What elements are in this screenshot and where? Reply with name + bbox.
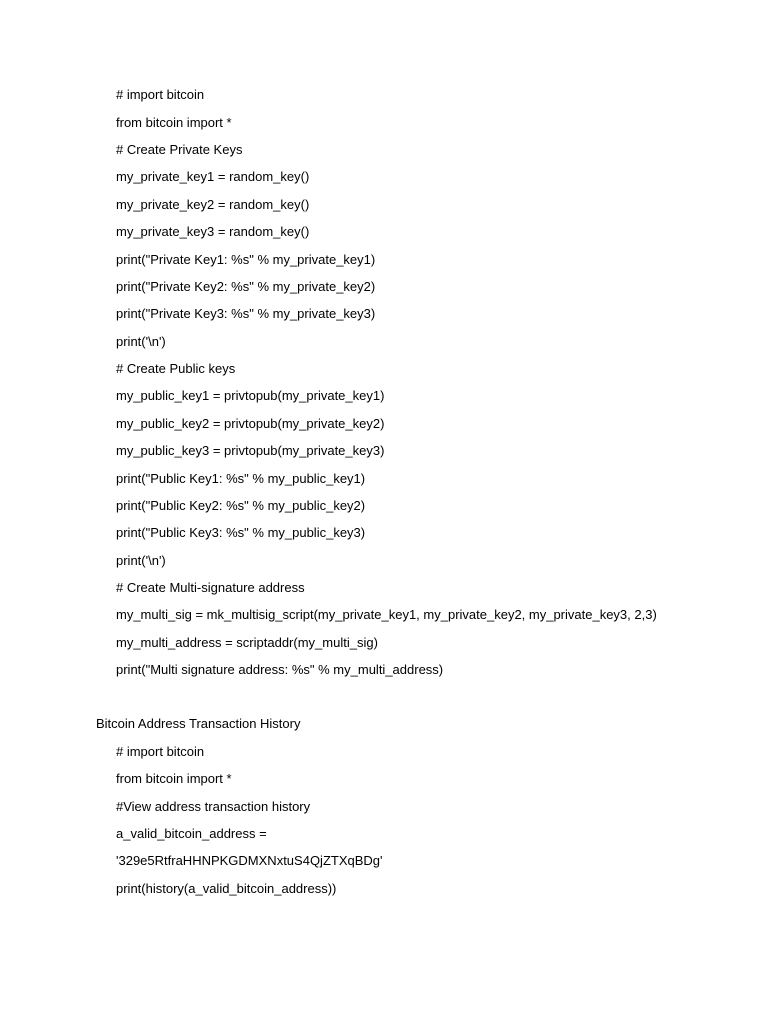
code-line: my_multi_sig = mk_multisig_script(my_private_key1, my_private_key2, my_private_key3, 2,3)	[116, 607, 657, 622]
code-line: # Create Public keys	[116, 361, 236, 376]
code-line: my_private_key2 = random_key()	[116, 197, 310, 212]
code-line: # import bitcoin	[116, 87, 205, 102]
code-line: print("Public Key2: %s" % my_public_key2)	[116, 498, 366, 513]
code-line: a_valid_bitcoin_address =	[116, 826, 267, 841]
code-line: from bitcoin import *	[116, 115, 232, 130]
code-line: print("Private Key1: %s" % my_private_key1)	[116, 252, 376, 267]
code-line: my_public_key2 = privtopub(my_private_key2)	[116, 416, 385, 431]
code-line: my_multi_address = scriptaddr(my_multi_sig)	[116, 635, 378, 650]
code-line: my_public_key1 = privtopub(my_private_key1)	[116, 388, 385, 403]
code-line: # Create Multi-signature address	[116, 580, 305, 595]
code-line: print("Public Key3: %s" % my_public_key3)	[116, 525, 366, 540]
code-line: from bitcoin import *	[116, 771, 232, 786]
code-line: print("Private Key2: %s" % my_private_key2)	[116, 279, 376, 294]
code-line: print("Multi signature address: %s" % my_multi_address)	[116, 662, 444, 677]
code-line: print('\n')	[116, 553, 166, 568]
code-line: # import bitcoin	[116, 744, 205, 759]
code-line: my_private_key3 = random_key()	[116, 224, 310, 239]
code-line: '329e5RtfraHHNPKGDMXNxtuS4QjZTXqBDg'	[116, 853, 383, 868]
code-line: print(history(a_valid_bitcoin_address))	[116, 881, 337, 896]
code-line: #View address transaction history	[116, 799, 311, 814]
code-line: my_private_key1 = random_key()	[116, 169, 310, 184]
code-line: print("Public Key1: %s" % my_public_key1)	[116, 471, 366, 486]
code-line: print('\n')	[116, 334, 166, 349]
section-heading: Bitcoin Address Transaction History	[96, 716, 301, 731]
code-line: print("Private Key3: %s" % my_private_key3)	[116, 306, 376, 321]
code-line: # Create Private Keys	[116, 142, 243, 157]
code-line: my_public_key3 = privtopub(my_private_key3)	[116, 443, 385, 458]
